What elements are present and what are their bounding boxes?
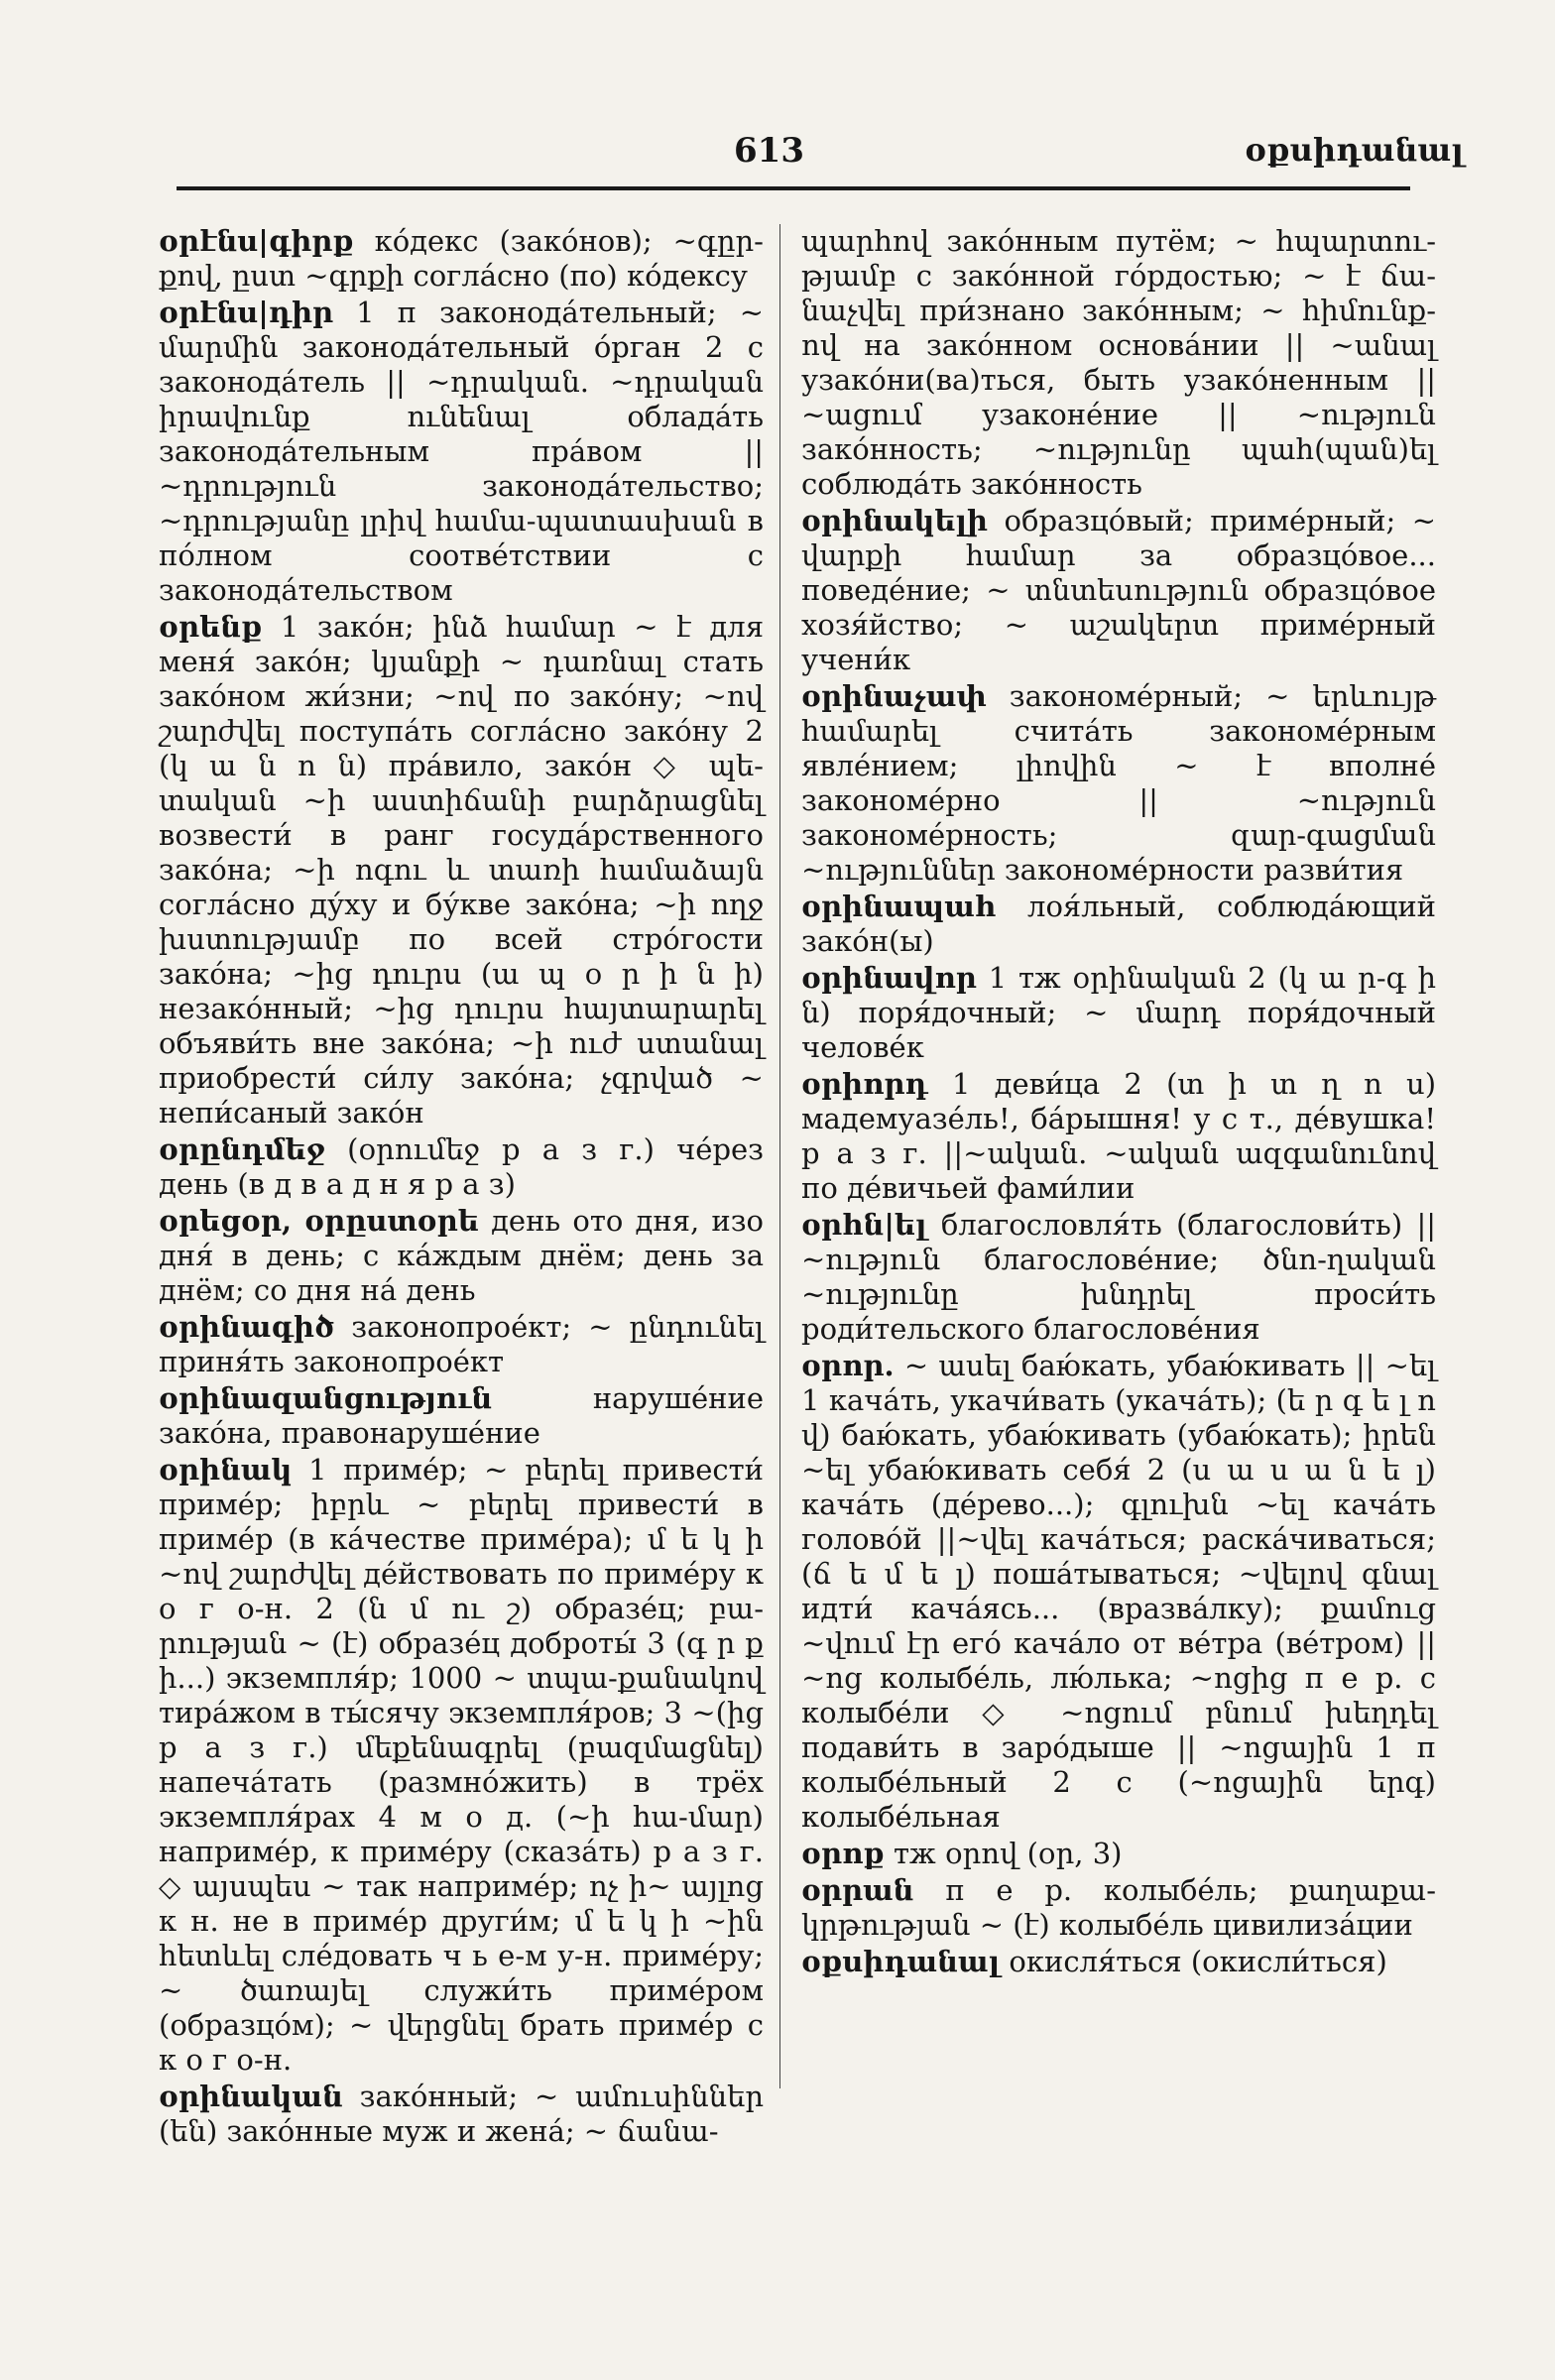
entry-text: образцо́вый; приме́рный; ~ վարքի համար за образцо́вое... поведе́ние; ~ տնտեսություն образцо́вое хозя́йство; ~ աշակերտ приме́рный учени́к [801, 504, 1437, 676]
running-head: օքսիդանալ [1245, 131, 1464, 169]
entry-text: лоя́льный, соблюда́ющий зако́н(ы) [801, 890, 1437, 958]
dictionary-entry [159, 2080, 764, 2149]
dictionary-entry [801, 890, 1436, 959]
entry-text: 1 приме́р; ~ բերել привести́ приме́р; իբրև ~ բերել привести́ в приме́р (в ка́честве приме́ра); մ ե կ ի ~ով շարժվել де́йствовать по приме́ру к о г о-н. 2 (ն մ ու շ) образе́ц; բա-րության ~ (է) образе́ц доброты́ 3 (գ ր ք ի...) экземпля́р; 1000 ~ տպա-քանակով тира́жом в ты́сячу экземпля́ров; 3 ~(ից р а з г.) մեքենագրել (բազմացնել) напеча́тать (размно́жить) в трёх экземпля́рах 4 м о д. (~ի հա-մար) наприме́р, к приме́ру (сказа́ть) р а з г. ◇ այսպես ~ так наприме́р; ոչ ի~ այլոց к н. не в приме́р други́м; մ ե կ ի ~ին հետևել сле́довать ч ь е-м у-н. приме́ру; ~ ծառայել служи́ть приме́ром (образцо́м); ~ վերցնել брать приме́р с к о г о-н. [159, 1453, 764, 2077]
entry-text: законопрое́кт; ~ ընդունել приня́ть законопрое́кт [159, 1310, 764, 1378]
dictionary-entry [159, 1132, 764, 1202]
page-number: 613 [734, 131, 804, 171]
entry-headword: օրիորդ [801, 1067, 928, 1101]
right-column [801, 224, 1436, 1981]
entry-text: ко́декс (зако́нов); ~գըր-քով, ըստ ~գրքի согла́сно (по) ко́дексу [159, 224, 764, 293]
dictionary-entry [801, 961, 1436, 1065]
dictionary-entry [801, 1837, 1436, 1871]
entry-text: наруше́ние зако́на, правонаруше́ние [159, 1381, 764, 1450]
entry-headword: օրհն|ել [801, 1208, 927, 1242]
dictionary-entry [159, 1310, 764, 1379]
entry-headword: օրինակ [159, 1453, 293, 1487]
entry-headword: օքսիդանալ [801, 1945, 1001, 1978]
entry-text: тж օրով (օր, 3) [894, 1837, 1123, 1870]
dictionary-entry [159, 296, 764, 608]
entry-headword: օրինաչափ [801, 679, 987, 713]
entry-headword: օրինական [159, 2080, 343, 2113]
entry-text: закономе́рный; ~ երևույթ համարել счита́ть закономе́рным явле́нием; լիովին ~ է вполне́ закономе́рно || ~ություն закономе́рность; զար-գացման ~ություններ закономе́рности разви́тия [801, 679, 1436, 887]
entry-headword: օրէնս|գիրք [159, 224, 354, 258]
entry-text: зако́нный; ~ ամուսիններ (են) зако́нные муж и жена́; ~ ճանա- [159, 2080, 765, 2148]
entry-headword: օրինապահ [801, 890, 997, 923]
entry-headword: օրինակելի [801, 504, 989, 537]
entry-text: день ото дня, изо дня́ в день; с ка́ждым днём; день за днём; со дня на́ день [159, 1204, 765, 1307]
entry-headword: օրենք [159, 610, 263, 644]
dictionary-entry [801, 1208, 1436, 1347]
entry-text: պարհով зако́нным путём; ~ հպարտու-թյամբ с зако́нной го́рдостью; ~ է ճա-նաչվել при́знано зако́нным; ~ հիմունք-ով на зако́нном основа́нии || ~անալ узако́ни(ва)ться, быть узако́ненным || ~ացում узаконе́ние || ~ություն зако́нность; ~ությունը պահ(պան)ել соблюда́ть зако́нность [801, 224, 1436, 501]
column-divider [779, 224, 780, 2088]
dictionary-entry [159, 1204, 764, 1308]
entry-text: 1 тж օրինական 2 (կ ա ր-գ ի ն) поря́дочный; ~ մարդ поря́дочный челове́к [801, 961, 1437, 1064]
dictionary-entry-continued [801, 224, 1436, 502]
entry-text: благословля́ть (благослови́ть) || ~ություն благослове́ние; ծնո-ղական ~ությունը խնդրել проси́ть роди́тельского благослове́ния [801, 1208, 1437, 1346]
entry-headword: օրոր. [801, 1349, 895, 1382]
header-rule [177, 186, 1410, 190]
entry-headword: օրոք [801, 1837, 885, 1870]
entry-headword: օրէնս|դիր [159, 296, 334, 329]
entry-text: окисля́ться (окисли́ться) [1009, 1945, 1387, 1978]
entry-text: 1 зако́н; ինձ համար ~ է для меня́ зако́н; կյանքի ~ դառնալ стать зако́ном жи́зни; ~ով по зако́ну; ~ով շարժվել поступа́ть согла́сно зако́ну 2 (կ ա ն ո ն) пра́вило, зако́н ◇ պե-տական ~ի աստիճանի բարձրացնել возвести́ в ранг госуда́рственного зако́на; ~ի ոգու և տառի համաձայն согла́сно ду́ху и бу́кве зако́на; ~ի ողջ խստությամբ по всей стро́гости зако́на; ~ից դուրս (ա պ օ ր ի ն ի) незако́нный; ~ից դուրս հայտարարել объяви́ть вне зако́на; ~ի ուժ ստանալ приобрести́ си́лу зако́на; չգրված ~ непи́саный зако́н [159, 610, 764, 1130]
entry-headword: օրընդմեջ [159, 1132, 325, 1166]
dictionary-entry [159, 1381, 764, 1451]
entry-text: п е р. колыбе́ль; քաղաքա-կրթության ~ (է) колыбе́ль цивилиза́ции [801, 1873, 1436, 1942]
dictionary-entry [801, 1945, 1436, 1979]
left-column [159, 224, 764, 2151]
entry-headword: օրինագիծ [159, 1310, 335, 1344]
entry-text: ~ ասել баю́кать, убаю́кивать || ~ել 1 кача́ть, укачи́вать (укача́ть); (ե ր գ ե լ ո վ) баю́кать, убаю́кивать (убаю́кать); իրեն ~ել убаю́кивать себя́ 2 (ս ա ս ա ն ե լ) кача́ть (де́рево...); գլուխն ~ել кача́ть голово́й ||~վել кача́ться; раска́чиваться; (ճ ե մ ե լ) поша́тываться; ~վելով գնալ идти́ кача́ясь... (вразва́лку); քամուց ~վում էր его́ кача́ло от ве́тра (ве́тром) || ~ոց колыбе́ль, лю́лька; ~ոցից п е р. с колыбе́ли ◇ ~ոցում բնում խեղդել подави́ть в заро́дыше || ~ոցային 1 п колыбе́льный 2 с (~ոցային երգ) колыбе́льная [801, 1349, 1437, 1834]
dictionary-entry [159, 224, 764, 294]
entry-text: (օրումեջ р а з г.) че́рез день (в д в а д н я р а з) [159, 1132, 764, 1201]
entry-headword: օրինավոր [801, 961, 977, 995]
entry-text: 1 п законода́тельный; ~ մարմին законода́тельный о́рган 2 с законода́тель || ~դրական. ~դրական իրավունք ունենալ облада́ть законода́тельным пра́вом || ~դրություն законода́тельство; ~դրությանը լրիվ համա-պատասխան в по́лном соотве́тствии с законода́тельством [159, 296, 764, 607]
dictionary-entry [801, 504, 1436, 677]
dictionary-entry [801, 1067, 1436, 1206]
dictionary-entry [159, 610, 764, 1130]
dictionary-entry [801, 679, 1436, 888]
entry-headword: օրինազանցություն [159, 1381, 493, 1415]
entry-headword: օրեցօր, օրըստօրե [159, 1204, 479, 1238]
entry-text: 1 деви́ца 2 (տ ի տ ղ ո ս) мадемуазе́ль!, ба́рышня! у с т., де́вушка! р а з г. ||~ական. ~ական ազգանունով по де́вичьей фами́лии [801, 1067, 1437, 1205]
entry-headword: օրրան [801, 1873, 914, 1907]
dictionary-entry [159, 1453, 764, 2078]
dictionary-entry [801, 1349, 1436, 1835]
dictionary-entry [801, 1873, 1436, 1943]
